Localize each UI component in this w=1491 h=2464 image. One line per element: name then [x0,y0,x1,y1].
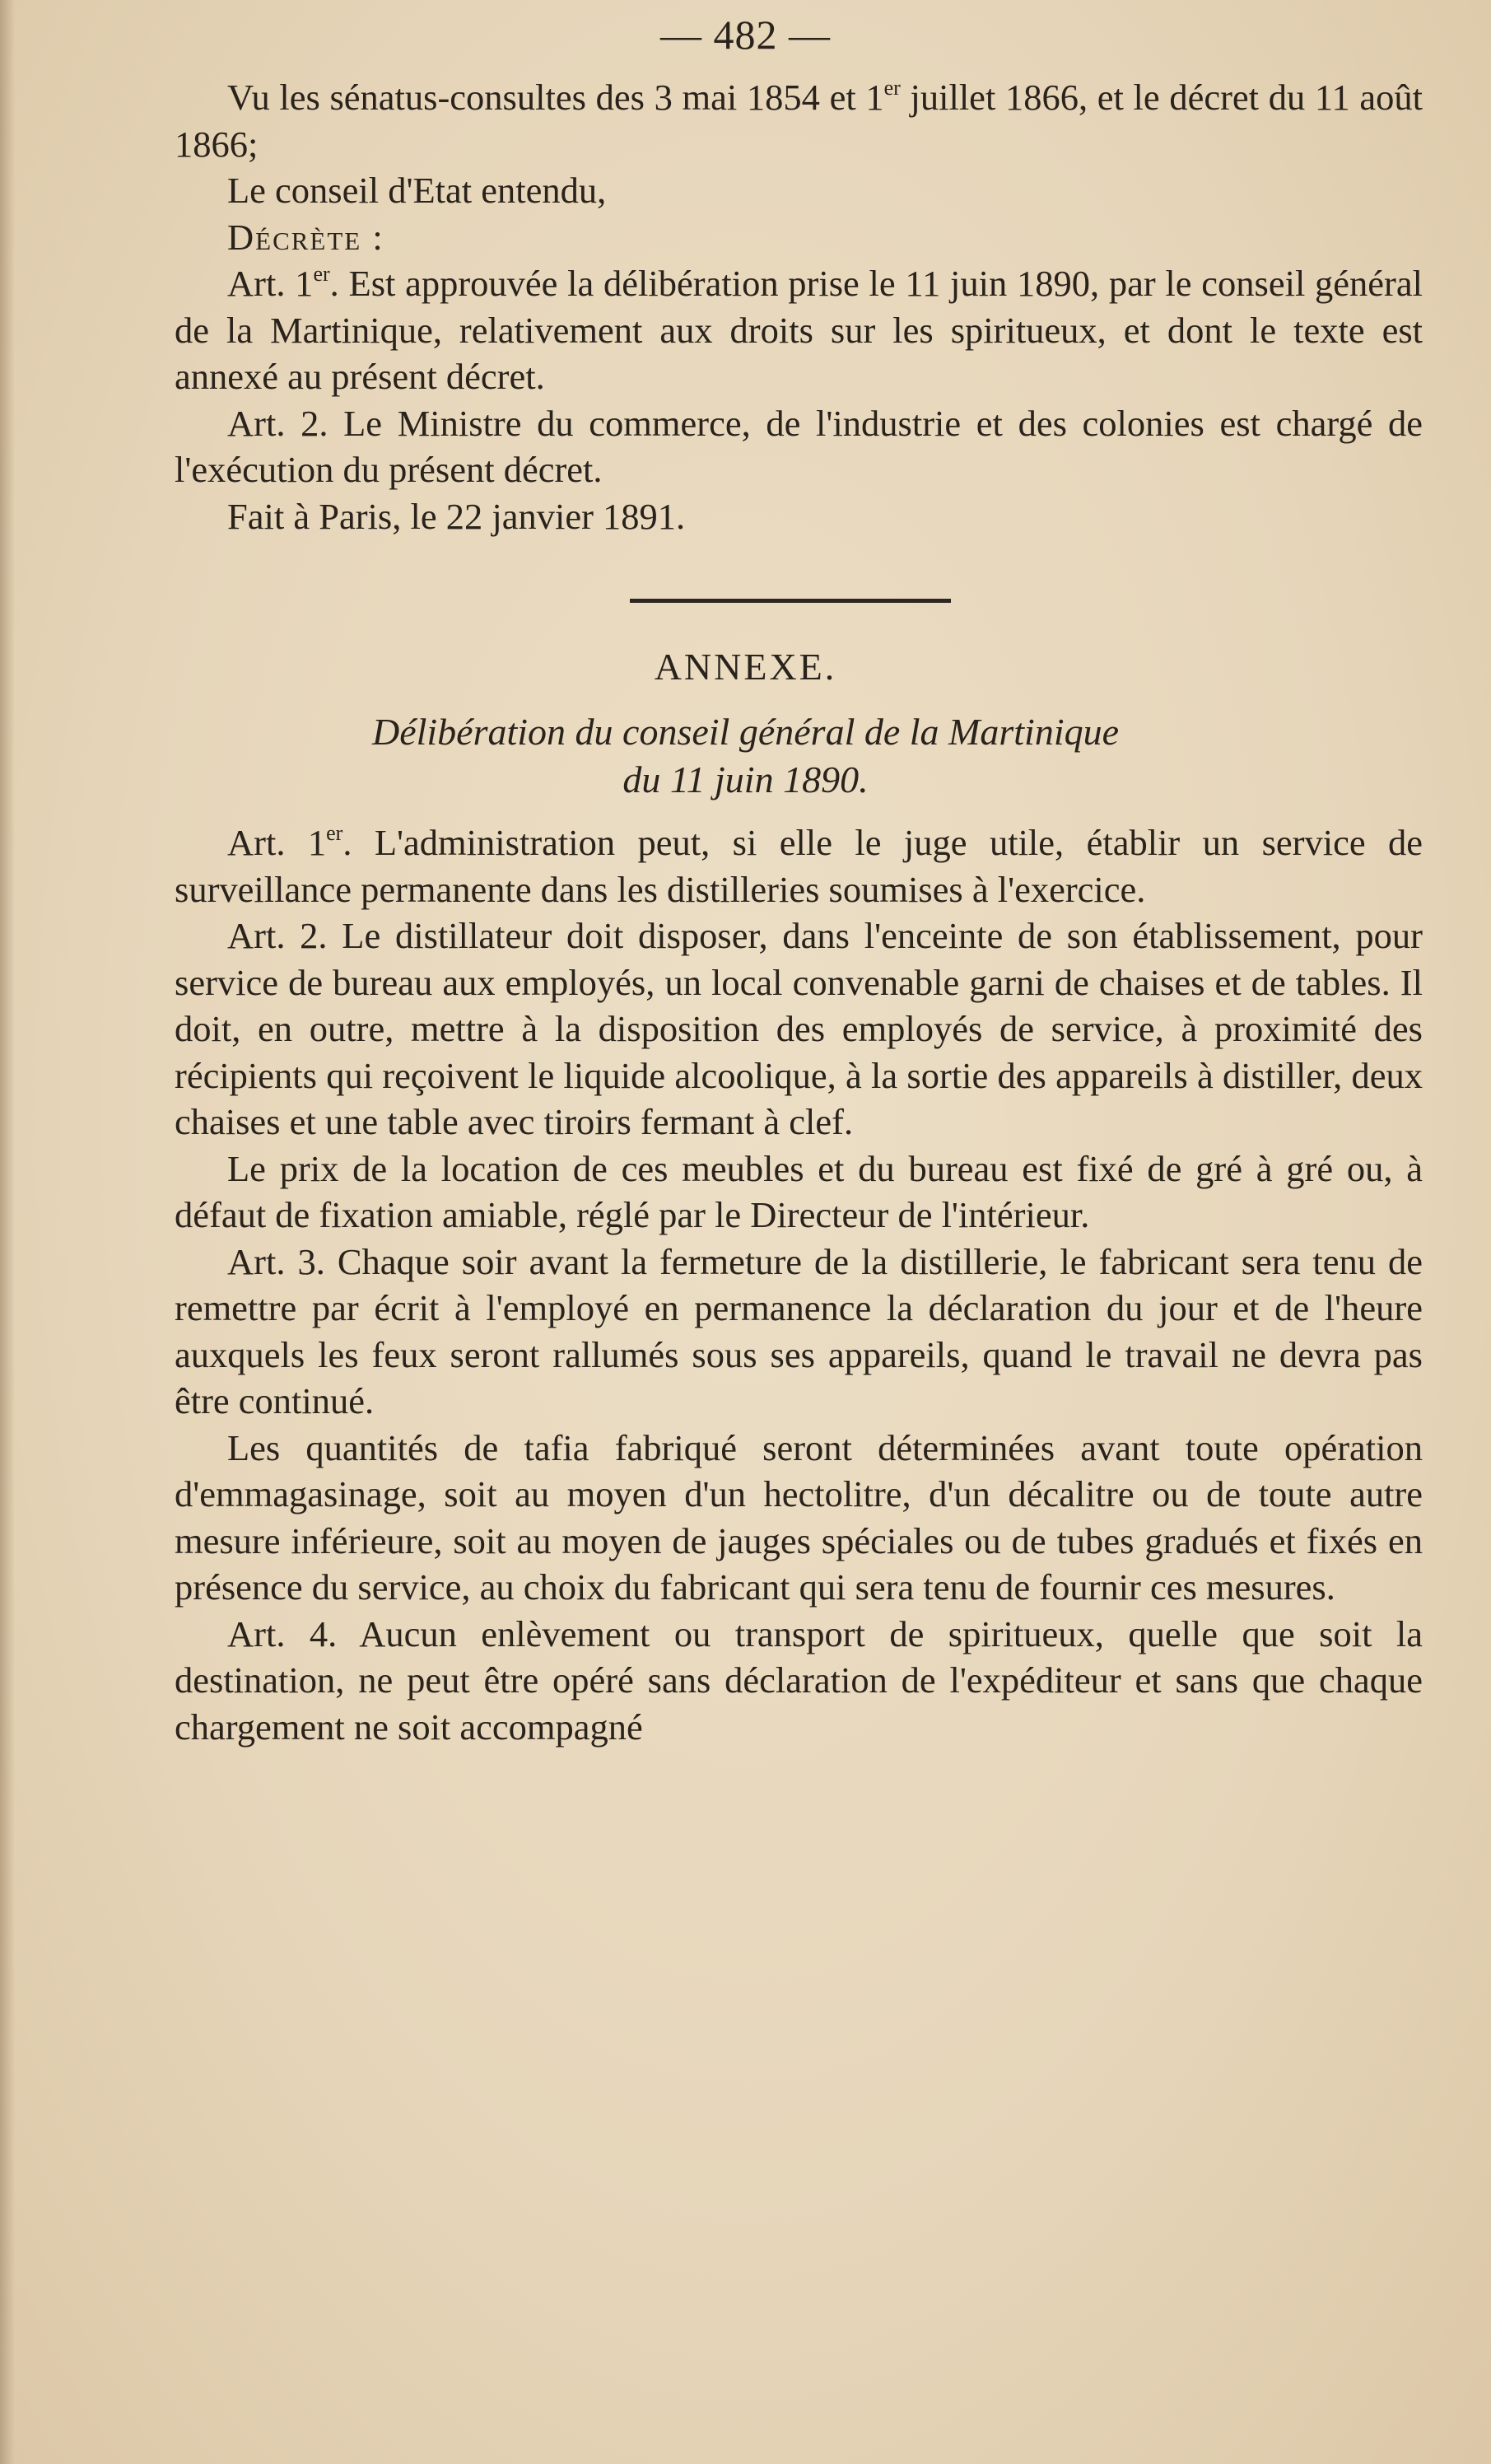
annex-body [175,819,1423,1750]
annex-article-3: Art. 3. Chaque soir avant la fermeture de la distillerie, le fabricant sera tenu de remettre par écrit à l'employé en permanence la déclaration du jour et de l'heure auxquels les feux seront rallumés sous ses appareils, quand le travail ne devra pas être continué. [175,1240,1423,1421]
annex-subtitle-line-1: Délibération du conseil général de la Martinique [371,711,1120,753]
annex-article-2: Art. 2. Le distillateur doit disposer, dans l'enceinte de son établissement, pour service de bureau aux employés, un local convenable garni de chaises et de tables. Il doit, en outre, mettre à la disposition des employés de service, à proximité des récipients qui reçoivent le liquide alcoolique, à la sortie des appareils à distiller, deux chaises et une table avec tiroirs fermant à clef. [175,915,1423,1142]
annex-article-2-paragraph-2: Le prix de la location de ces meubles et du bureau est fixé de gré à gré ou, à défaut de fixation amiable, réglé par le Directeur de l'intérieur. [175,1147,1423,1235]
decree-signature-line: Fait à Paris, le 22 janvier 1891. [227,495,686,537]
decree-article-2: Art. 2. Le Ministre du commerce, de l'industrie et des colonies est chargé de l'exécution du présent décret. [175,402,1423,490]
annex-article-1: Art. 1er. L'administration peut, si elle le juge utile, établir un service de surveillance permanente dans les distilleries soumises à l'exercice. [175,821,1423,910]
page-number: — 482 — [660,12,831,58]
binding-shadow [0,0,15,2464]
considerant-senatus-consultes: Vu les sénatus-consultes des 3 mai 1854 et 1er juillet 1866, et le décret du 11 août 1866; [175,76,1423,165]
annex-title: ANNEXE. [654,646,837,688]
section-divider-rule [630,599,951,603]
considerant-conseil-etat: Le conseil d'Etat entendu, [227,170,607,211]
annex-subtitle-line-2: du 11 juin 1890. [622,758,869,800]
decree-preamble [175,74,1423,539]
decrete-heading: Décrète : [227,216,384,258]
decree-article-1: Art. 1er. Est approuvée la délibération prise le 11 juin 1890, par le conseil général de la Martinique, relativement aux droits sur les spiritueux, et dont le texte est annexé au présent décret. [175,262,1423,397]
annex-article-4: Art. 4. Aucun enlèvement ou transport de spiritueux, quelle que soit la destination, ne peut être opéré sans déclaration de l'expéditeur et sans que chaque chargement ne soit accompagné [175,1612,1423,1748]
annex-article-3-paragraph-2: Les quantités de tafia fabriqué seront déterminées avant toute opération d'emmagasinage, soit au moyen d'un hectolitre, d'un décalitre ou de toute autre mesure inférieure, soit au moyen de jauges spéciales ou de tubes gradués et fixés en présence du service, au choix du fabricant qui sera tenu de fournir ces mesures. [175,1426,1423,1608]
